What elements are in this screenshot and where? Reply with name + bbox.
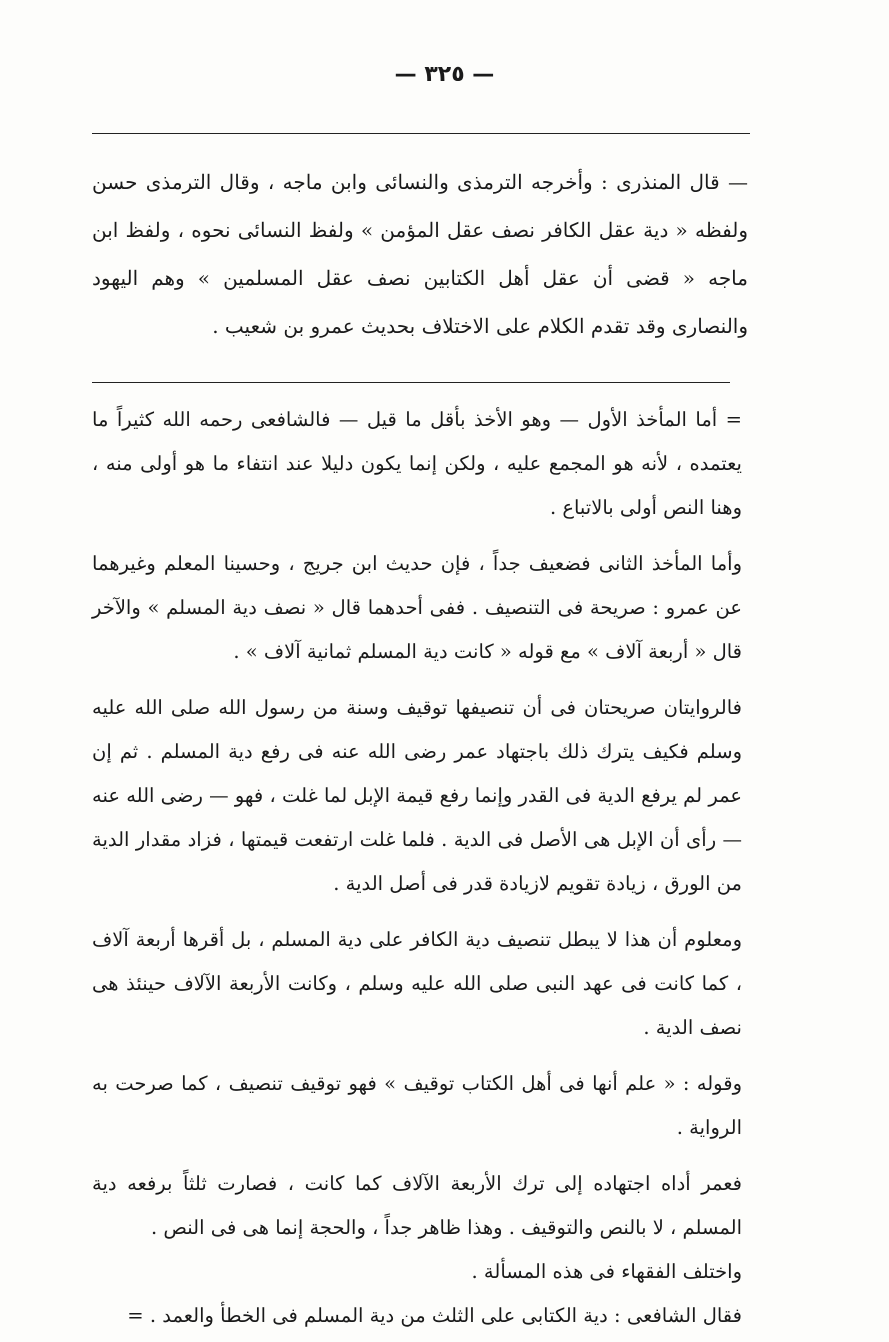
commentary-paragraph: واختلف الفقهاء فى هذه المسألة .: [471, 1260, 742, 1283]
footnote-divider: [92, 382, 730, 383]
commentary-paragraph: ومعلوم أن هذا لا يبطل تنصيف دية الكافر على دية المسلم ، بل أقرها أربعة آلاف ، كما كانت فى عهد النبى صلى الله عليه وسلم ، وكانت الأربعة الآلاف حينئذ هى نصف الدية .: [92, 928, 742, 1039]
top-divider: [92, 133, 750, 134]
commentary-paragraph: فقال الشافعى : دية الكتابى على الثلث من دية المسلم فى الخطأ والعمد . =: [127, 1304, 742, 1327]
commentary: [92, 398, 742, 1338]
page-number: — ٣٢٥ —: [394, 62, 495, 87]
commentary-paragraph: وقوله : « علم أنها فى أهل الكتاب توقيف » فهو توقيف تنصيف ، كما صرحت به الرواية .: [92, 1072, 742, 1139]
main-text: — قال المنذرى : وأخرجه الترمذى والنسائى وابن ماجه ، وقال الترمذى حسن ولفظه « دية عقل الكافر نصف عقل المؤمن » ولفظ النسائى نحوه ، ولفظ ابن ماجه « قضى أن عقل أهل الكتابين نصف عقل المسلمين » وهم اليهود والنصارى وقد تقدم الكلام على الاختلاف بحديث عمرو بن شعيب .: [92, 170, 748, 338]
commentary-paragraph: فالروايتان صريحتان فى أن تنصيفها توقيف وسنة من رسول الله صلى الله عليه وسلم فكيف يترك ذلك باجتهاد عمر رضى الله عنه فى رفع دية المسلم . ثم إن عمر لم يرفع الدية فى القدر وإنما رفع قيمة الإبل لما غلت ، فهو — رضى الله عنه — رأى أن الإبل هى الأصل فى الدية . فلما غلت ارتفعت قيمتها ، فزاد مقدار الدية من الورق ، زيادة تقويم لازيادة قدر فى أصل الدية .: [92, 696, 742, 895]
commentary-paragraph: = أما المأخذ الأول — وهو الأخذ بأقل ما قيل — فالشافعى رحمه الله كثيراً ما يعتمده ، لأنه هو المجمع عليه ، ولكن إنما يكون دليلا عند انتفاء ما هو أولى منه ، وهنا النص أولى بالاتباع .: [92, 408, 742, 519]
commentary-paragraph: فعمر أداه اجتهاده إلى ترك الأربعة الآلاف كما كانت ، فصارت ثلثاً برفعه دية المسلم ، لا بالنص والتوقيف . وهذا ظاهر جداً ، والحجة إنما هى فى النص .: [92, 1172, 742, 1239]
commentary-paragraph: وأما المأخذ الثانى فضعيف جداً ، فإن حديث ابن جريج ، وحسينا المعلم وغيرهما عن عمرو : صريحة فى التنصيف . ففى أحدهما قال « نصف دية المسلم » والآخر قال « أربعة آلاف » مع قوله « كانت دية المسلم ثمانية آلاف » .: [92, 552, 742, 663]
